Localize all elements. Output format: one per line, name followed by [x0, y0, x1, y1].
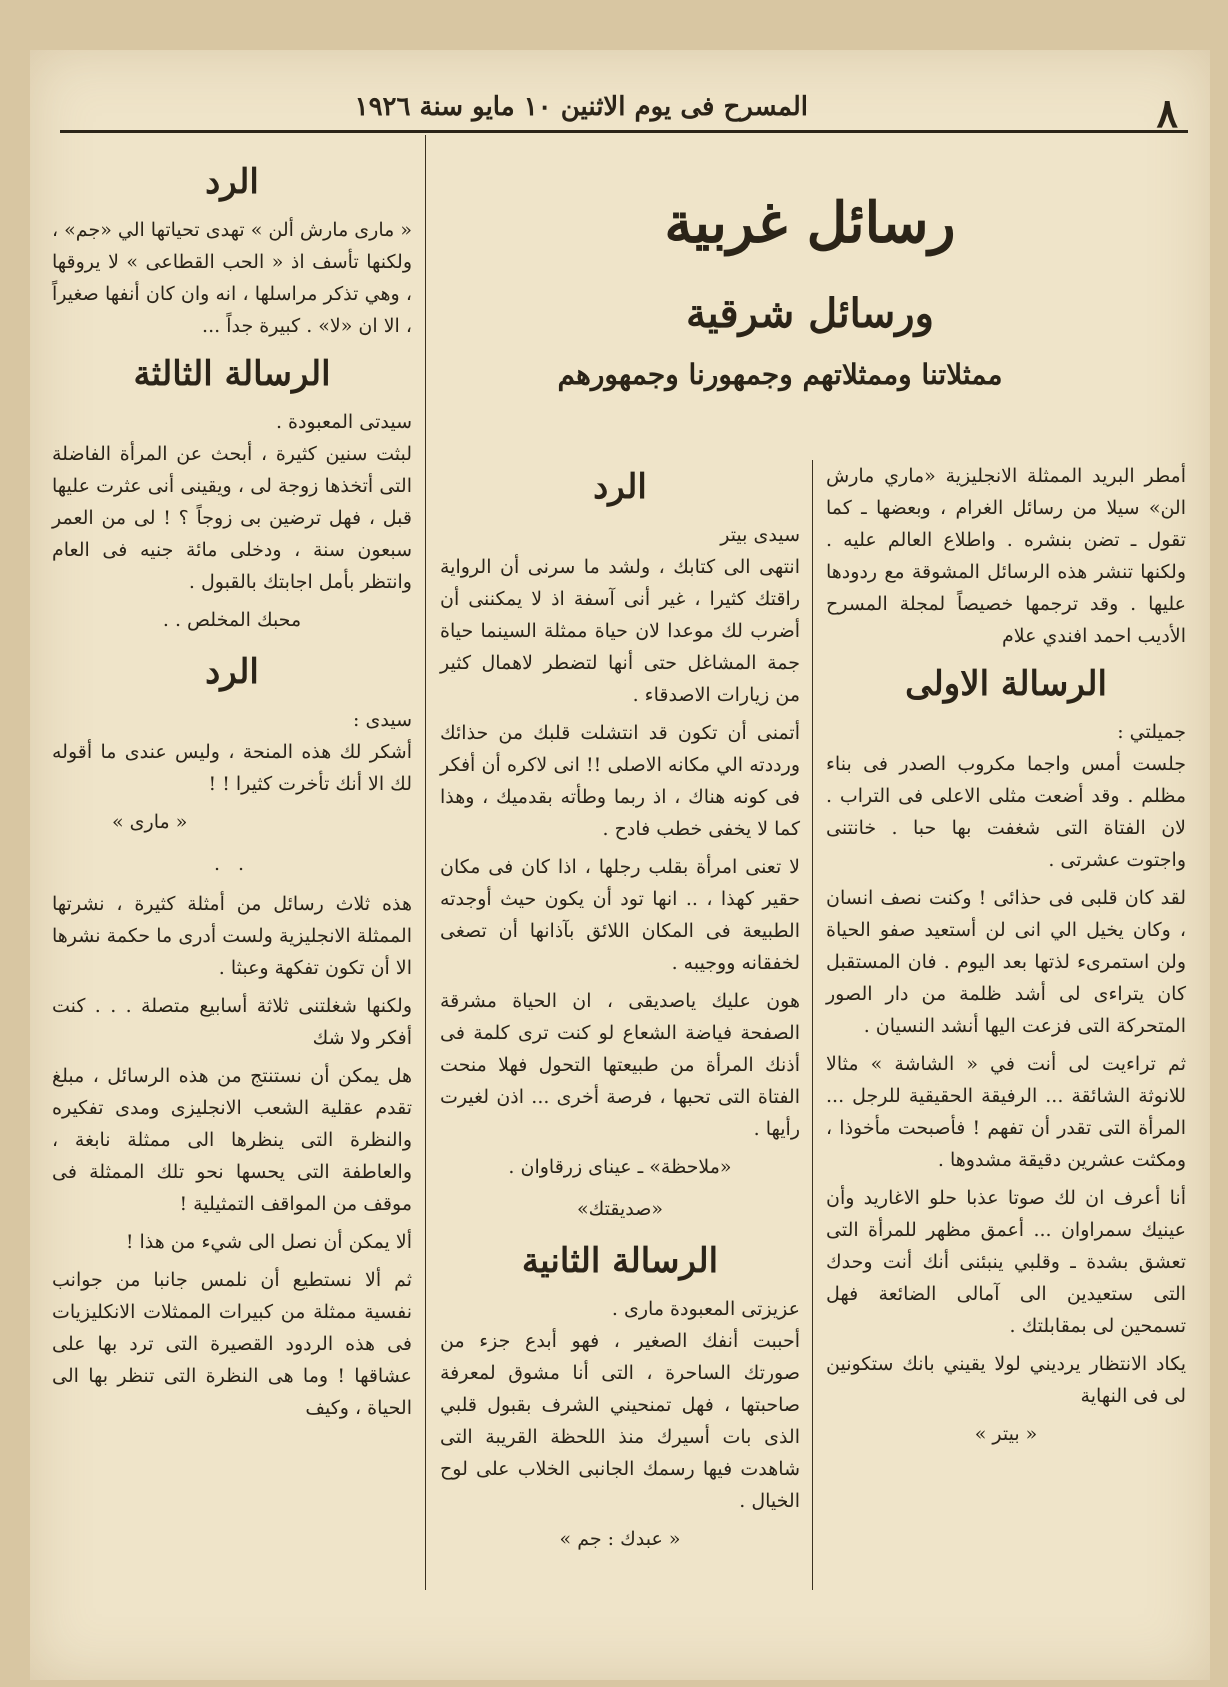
page-header: المسرح فى يوم الاثنين ١٠ مايو سنة ١٩٢٦ — [354, 92, 808, 122]
section-heading: الرسالة الثانية — [521, 1241, 719, 1281]
paragraph: « مارى مارش ألن » تهدى تحياتها الي «جم» ، ولكنها تأسف اذ « الحب القطاعى » لا يروقها ، وهي تذكر مراسلها ، انه وان كان أنفها صغيراً ، الا ان «لا» . كبيرة جداً ... — [52, 219, 412, 337]
paragraph: هل يمكن أن نستنتج من هذه الرسائل ، مبلغ تقدم عقلية الشعب الانجليزى ومدى تفكيره والنظرة التى ينظرها الى ممثلة نابغة ، والعاطفة التى يحسها نحو تلك الممثلة فى موقف من المواقف التمثيلية ! — [52, 1065, 412, 1215]
paragraph: لا تعنى امرأة بقلب رجلها ، اذا كان فى مكان حقير كهذا ، .. انها تود أن يكون حيث أوجدته الطبيعة فى المكان اللائق بآذانها أن تصغى لخفقانه ووجيبه . — [440, 856, 800, 974]
signature: محبك المخلص . . — [162, 609, 302, 631]
paragraph: ثم ألا نستطيع أن نلمس جانبا من جوانب نفسية ممثلة من كبيرات الممثلات الانكليزيات فى هذه الردود القصيرة التى ترد بها على عشاقها ! وما هى النظرة التى تنظر بها الى الحياة ، وكيف — [52, 1269, 412, 1419]
signature: « بيتر » — [974, 1423, 1038, 1445]
salutation: جميلتي : — [1117, 721, 1186, 743]
column-divider — [425, 135, 426, 1590]
signature: « عبدك : جم » — [559, 1528, 681, 1550]
intro-paragraph: أمطر البريد الممثلة الانجليزية «ماري مارش الن» سيلا من رسائل الغرام ، وبعضها ـ كما تقول ـ تضن بنشره . واطلاع العالم عليه . ولكنها تنشر هذه الرسائل المشوقة مع ردودها عليها . وقد ترجمها خصيصاً لمجلة المسرح الأديب احمد افندي علام — [826, 465, 1186, 647]
salutation: سيدتى المعبودة . — [275, 411, 412, 433]
column-right — [826, 460, 1186, 1460]
salutation: عزيزتى المعبودة مارى . — [611, 1298, 800, 1320]
paragraph: هذه ثلاث رسائل من أمثلة كثيرة ، نشرتها الممثلة الانجليزية ولست أدرى ما حكمة نشرها الا أن تكون تفكهة وعبثا . — [52, 893, 412, 979]
salutation: سيدى : — [353, 709, 412, 731]
paragraph: انتهى الى كتابك ، ولشد ما سرنى أن الرواية راقتك كثيرا ، غير أنى آسفة اذ لا يمكننى أن أضرب لك موعدا لان حياة ممثلة السينما حياة جمة المشاغل حتى أنها لتضطر لاهمال كثير من زيارات الاصدقاء . — [440, 556, 800, 706]
section-heading: الرد — [205, 652, 259, 692]
paragraph: ألا يمكن أن نصل الى شيء من هذا ! — [125, 1231, 412, 1253]
paragraph: أنا أعرف ان لك صوتا عذبا حلو الاغاريد وأن عينيك سمراوان ... أعمق مظهر للمرأة التى تعشق بشدة ـ وقلبي ينبئنى أنك أنت وحدك التى ستعيدين الى آمالى الضائعة فهل تسمحين لى بمقابلتك . — [826, 1187, 1186, 1337]
column-divider — [812, 460, 813, 1590]
paragraph: لبثت سنين كثيرة ، أبحث عن المرأة الفاضلة التى أتخذها زوجة لى ، ويقينى أنى عثرت عليها قبل ، فهل ترضين بى زوجاً ؟ ! لى من العمر سبعون سنة ، ودخلى مائة جنيه فى العام وانتظر بأمل اجابتك بالقبول . — [52, 443, 412, 593]
column-left — [52, 150, 412, 1430]
signature: «صديقتك» — [576, 1198, 663, 1220]
paragraph: لقد كان قلبى فى حذائى ! وكنت نصف انسان ، وكان يخيل الي انى لن أستعيد صفو الحياة ولن استمرىء لذتها بعد اليوم . فان المستقبل كان يتراءى لى أشد ظلمة من دار الصور المتحركة التى فزعت اليها أنشد النسيان . — [826, 887, 1186, 1037]
article-title: رسائل غربية — [664, 190, 956, 256]
separator-dots: . . — [213, 853, 251, 875]
section-heading: الرسالة الاولى — [905, 664, 1107, 704]
paragraph: أتمنى أن تكون قد انتشلت قلبك من حذائك ورددته الي مكانه الاصلى !! انى لاكره أن أفكر فى كونه هناك ، اذ ربما وطأته بقدميك ، وهذا كما لا يخفى خطب فادح . — [440, 722, 800, 840]
paragraph: هون عليك ياصديقى ، ان الحياة مشرقة الصفحة فياضة الشعاع لو كنت ترى كلمة فى أذنك المرأة من طبيعتها التحول فهلا منحت الفتاة التى تحبها ، فرصة أخرى ... اذن لغيرت رأيها . — [440, 990, 800, 1140]
article-subheading: ممثلاتنا وممثلاتهم وجمهورنا وجمهورهم — [557, 358, 1003, 391]
paragraph: أحببت أنفك الصغير ، فهو أبدع جزء من صورتك الساحرة ، التى أنا مشوق لمعرفة صاحبتها ، فهل تمنحيني الشرف بقبول قلبي الذى بات أسيرك منذ اللحظة القريبة التى شاهدت فيها رسمك الجانبى الخلاب على لوح الخيال . — [440, 1330, 800, 1512]
note: «ملاحظة» ـ عيناى زرقاوان . — [508, 1156, 732, 1178]
paragraph: ثم تراءيت لى أنت في « الشاشة » مثالا للانوثة الشائقة ... الرفيقة الحقيقية للرجل ... المرأة التى تقدر أن تفهم ! فأصبحت مأخوذا ، ومكثت عشرين دقيقة مشدوها . — [826, 1053, 1186, 1171]
article-subtitle: ورسائل شرقية — [686, 290, 934, 337]
paragraph: ولكنها شغلتنى ثلاثة أسابيع متصلة . . . كنت أفكر ولا شك — [52, 995, 412, 1049]
salutation: سيدى بيتر — [720, 524, 800, 546]
paragraph: يكاد الانتظار يرديني لولا يقيني بانك ستكونين لى فى النهاية — [826, 1353, 1186, 1407]
header-rule — [60, 130, 1188, 133]
section-heading: الرد — [593, 467, 647, 507]
page-number: ٨ — [1156, 90, 1178, 137]
paragraph: أشكر لك هذه المنحة ، وليس عندى ما أقوله لك الا أنك تأخرت كثيرا ! ! — [52, 741, 412, 795]
signature: « مارى » — [112, 811, 188, 833]
section-heading: الرد — [205, 162, 259, 202]
section-heading: الرسالة الثالثة — [133, 354, 331, 394]
column-middle — [440, 455, 800, 1565]
paragraph: جلست أمس واجما مكروب الصدر فى بناء مظلم . وقد أضعت مثلى الاعلى فى التراب . لان الفتاة التى شغفت بها حبا . خانتنى واجتوت عشرتى . — [826, 753, 1186, 871]
